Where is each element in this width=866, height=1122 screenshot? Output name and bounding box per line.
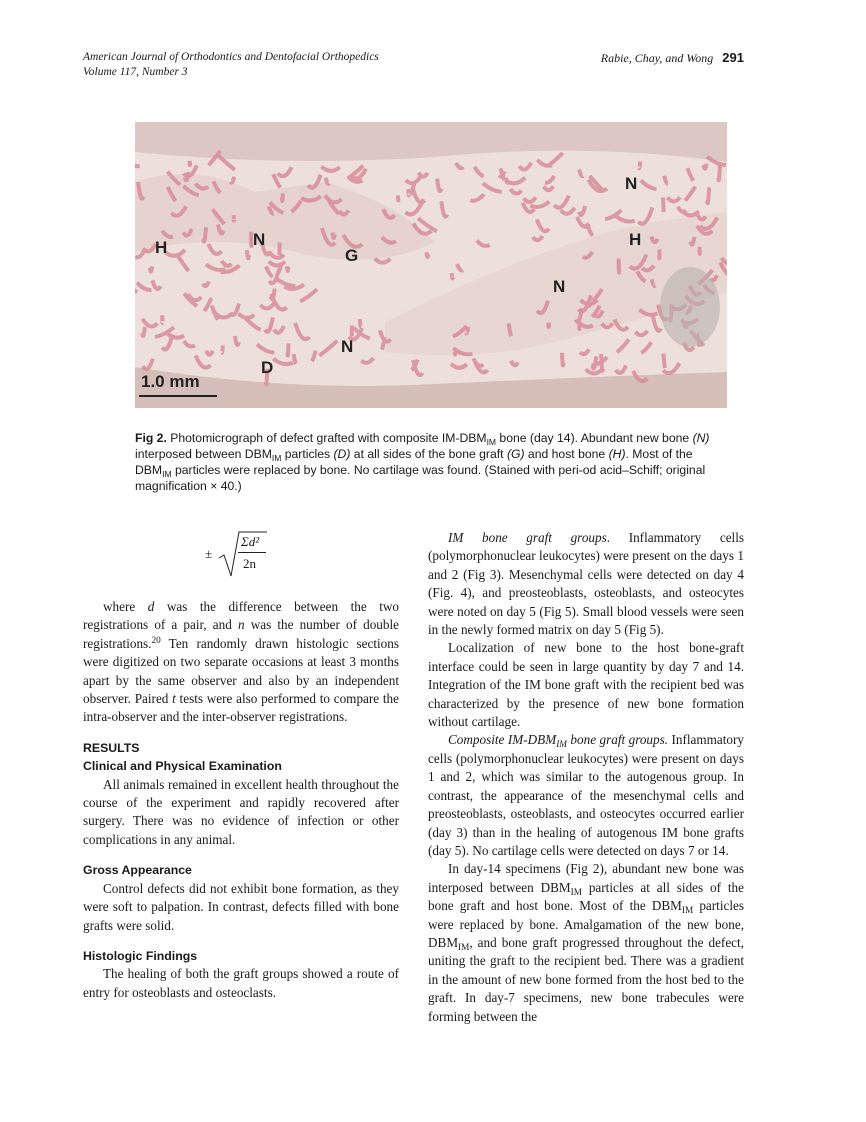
- numerator: Σd²: [241, 534, 260, 549]
- text-run: (D): [333, 447, 351, 461]
- text-run: 20: [151, 634, 161, 645]
- page-number: 291: [722, 50, 744, 65]
- text-run: IM: [458, 941, 470, 952]
- section-heading: [83, 757, 399, 775]
- journal-name: American Journal of Orthodontics and Dentofacial Orthopedics: [83, 51, 379, 63]
- right-column: [428, 529, 744, 1026]
- text-run: Photomicrograph of defect grafted with composite IM-DBM: [166, 431, 487, 445]
- text-run: Inflammatory cells (polymorphonuclear leukocytes) were present on days 1 and 2, which was similar to the autogenous group. In contrast, the appearance of the mesenchymal cells and preosteoblasts, osteoblasts, and osteocytes occurred earlier (day 3) than in the healing of autogenous IM bone grafts (day 5). No cartilage cells were detected on days 7 or 14.: [428, 732, 744, 858]
- text-run: and host bone: [524, 447, 609, 461]
- section-heading: [83, 739, 399, 757]
- text-run: Localization of new bone to the host bone-graft interface could be seen in large quantity by day 7 and 14. Integration of the IM bone graft with the recipient bed was characterized by the presence of new bone formation without cartilage.: [428, 640, 744, 730]
- text-run: IM: [271, 453, 282, 463]
- trabecula: [247, 250, 249, 258]
- text-run: IM: [681, 905, 694, 916]
- text-run: particles were replaced by bone. No cartilage was found. (Stained with peri-od acid–Schiff; original magnification × 40.): [135, 463, 706, 493]
- text-run: IM: [556, 739, 567, 750]
- running-header-right: [601, 50, 744, 66]
- text-run: IM: [570, 886, 582, 897]
- trabecula: [294, 354, 296, 364]
- text-run: In day-14 specimens (Fig 2), abundant new bone was interposed between DBM: [428, 861, 744, 895]
- label-new-bone: N: [625, 174, 638, 193]
- text-run: All animals remained in excellent health throughout the course of the experiment and rapidly recovered after surgery. There was no evidence of infection or other complications in any animal.: [83, 776, 399, 847]
- photomicrograph: [135, 122, 727, 408]
- scale-bar: [139, 395, 217, 397]
- text-run: d: [147, 599, 155, 614]
- text-run: was the difference between the two registrations of a pair, and: [83, 599, 400, 633]
- text-run: n: [237, 617, 245, 633]
- trabecula: [251, 232, 252, 246]
- paragraph: [428, 639, 744, 731]
- text-run: Histologic Findings: [83, 948, 198, 963]
- paragraph: [83, 598, 399, 727]
- label-new-bone: N: [253, 230, 266, 249]
- denominator: 2n: [243, 556, 256, 571]
- text-run: at all sides of the bone graft: [350, 447, 507, 461]
- text-run: where: [103, 599, 148, 614]
- section-heading: [83, 947, 399, 965]
- plus-minus: ±: [205, 546, 213, 561]
- text-run: particles at all sides of the bone graft and host bone. Most of the DBM: [428, 879, 744, 914]
- trabecula: [452, 273, 453, 278]
- text-run: particles were replaced by bone. Amalgamation of the new bone, DBM: [428, 898, 744, 950]
- left-column: [83, 598, 399, 1002]
- label-new-bone: N: [341, 337, 354, 356]
- trabecula: [150, 266, 152, 271]
- text-run: Composite IM-DBM: [448, 732, 557, 748]
- trabecula: [190, 161, 191, 165]
- text-run: (H): [608, 447, 626, 461]
- text-run: was the number of double registrations.: [83, 617, 399, 651]
- section-heading: [83, 861, 399, 879]
- trabecula: [718, 165, 720, 180]
- text-run: t: [172, 691, 176, 707]
- text-run: , and bone graft progressed throughout the defect, uniting the graft to the recipient bed. There was a gradient in the amount of new bone formed from the host bed to the graft. In day-7 specimens, new bone trabecules were forming between the: [428, 934, 744, 1024]
- scale-label: 1.0 mm: [141, 372, 200, 391]
- trabecula: [562, 353, 563, 366]
- text-run: bone (day 14). Abundant new bone: [496, 431, 693, 445]
- text-run: (N): [692, 431, 710, 445]
- text-run: IM: [486, 437, 497, 447]
- label-host-bone: H: [155, 238, 168, 257]
- label-dbm-particle: D: [261, 358, 274, 377]
- figure-caption: [135, 430, 720, 494]
- trabecula: [548, 323, 549, 327]
- text-run: interposed between DBM: [135, 447, 272, 461]
- journal-volume: Volume 117, Number 3: [83, 66, 188, 78]
- paragraph: [428, 860, 744, 1026]
- trabecula: [282, 193, 283, 201]
- trabecula: [509, 323, 511, 336]
- text-run: . Inflammatory cells (polymorphonuclear leukocytes) were present on the days 1 and 2 (Fig 3). Mesenchymal cells were detected on day 4 (Fig. 4), and preosteoblasts, osteoblasts, and osteocytes were noted on day 5 (Fig 5). Small blood vessels were seen in the newly formed matrix on day 5 (Fig 5).: [428, 530, 745, 638]
- trabecula: [288, 343, 289, 355]
- text-run: tests were also performed to compare the intra-observer and the inter-observer registrations.: [83, 691, 399, 725]
- text-run: IM: [162, 469, 172, 479]
- label-host-bone: H: [629, 230, 642, 249]
- trabecula: [663, 354, 665, 368]
- authors: Rabie, Chay, and Wong: [600, 51, 714, 65]
- text-run: Clinical and Physical Examination: [83, 759, 282, 774]
- trabecula: [333, 232, 335, 238]
- label-graft: G: [345, 246, 359, 265]
- text-run: bone graft groups.: [566, 732, 669, 748]
- text-run: . Most of the DBM: [135, 447, 693, 477]
- paragraph: [428, 731, 744, 860]
- trabecula: [287, 266, 288, 271]
- text-run: particles: [281, 447, 334, 461]
- text-run: Ten randomly drawn histologic sections were digitized on two separate occasions at least 3 months apart by the same observer and also by an independent observer. Paired: [83, 635, 399, 707]
- tissue-image: [135, 122, 727, 408]
- equation: [205, 530, 275, 582]
- paragraph: [428, 529, 744, 639]
- text-run: The healing of both the graft groups showed a route of entry for osteoblasts and osteoclasts.: [83, 966, 399, 1000]
- text-run: IM bone graft groups: [448, 530, 607, 545]
- trabecula: [619, 259, 620, 273]
- trabecula: [663, 197, 664, 212]
- label-new-bone: N: [553, 277, 566, 296]
- paragraph: [83, 965, 399, 1002]
- text-run: Control defects did not exhibit bone formation, as they were soft to palpation. In contrast, defects filled with bone grafts were solid.: [83, 880, 399, 933]
- text-run: Fig 2.: [135, 431, 167, 445]
- paragraph: [83, 776, 399, 850]
- text-run: RESULTS: [83, 740, 140, 755]
- text-run: Gross Appearance: [83, 863, 192, 878]
- text-run: (G): [506, 447, 525, 461]
- trabecula: [427, 252, 429, 257]
- trabecula: [360, 319, 362, 327]
- paragraph: [83, 880, 399, 935]
- running-header-journal: [83, 50, 379, 80]
- trabecula: [707, 187, 709, 203]
